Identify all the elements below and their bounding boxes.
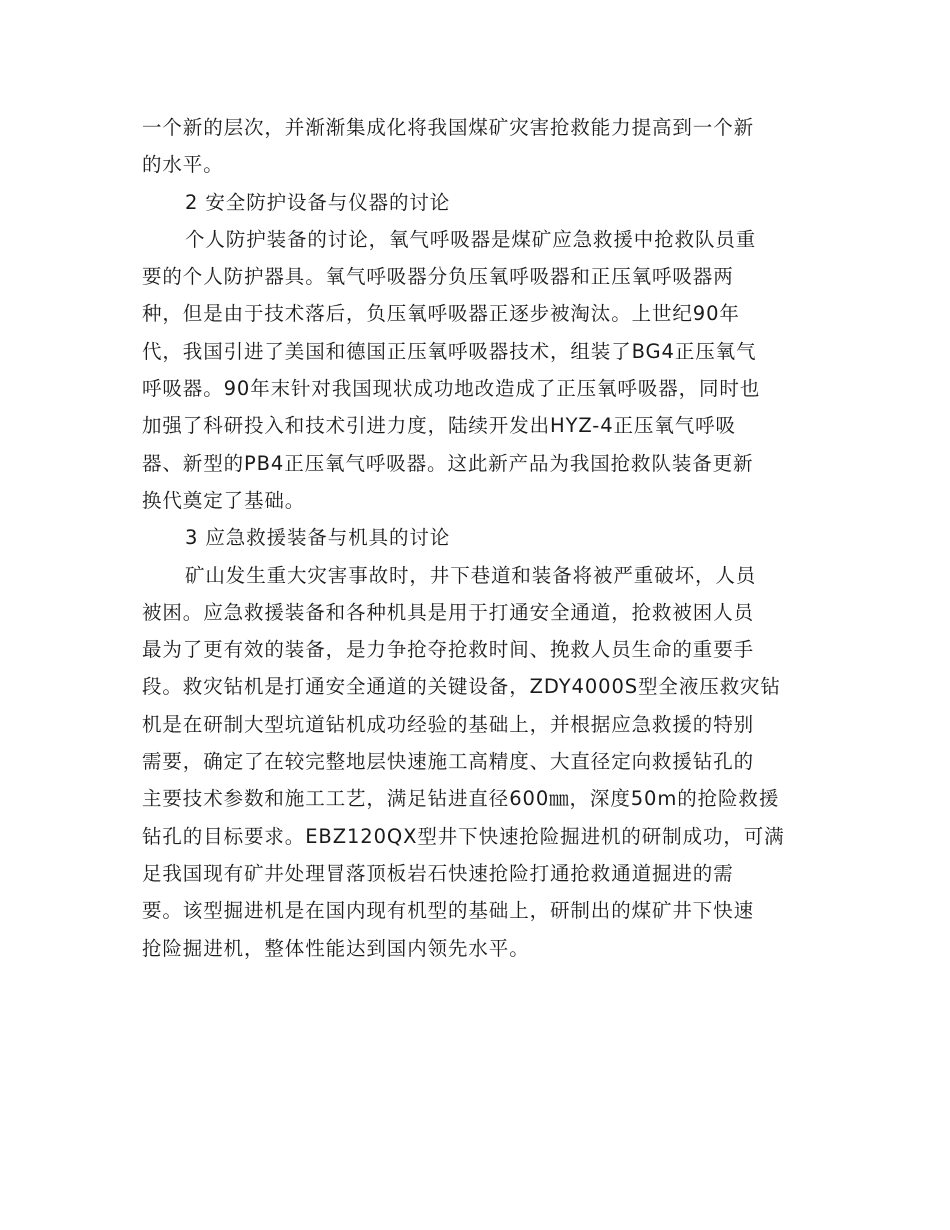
section-heading: 2 安全防护设备与仪器的讨论 (185, 190, 451, 214)
text-line: 种，但是由于技术落后，负压氧呼吸器正逐步被淘汰。上世纪90年 (142, 302, 740, 326)
text-line: 机是在研制大型坑道钻机成功经验的基础上，并根据应急救援的特别 (142, 712, 755, 736)
text-line: 呼吸器。90年末针对我国现状成功地改造成了正压氧呼吸器，同时也 (142, 377, 761, 401)
text-line: 的水平。 (142, 153, 224, 177)
text-line: 段。救灾钻机是打通安全通道的关键设备，ZDY4000S型全液压救灾钻 (142, 675, 781, 699)
paragraph-first-line: 个人防护装备的讨论，氧气呼吸器是煤矿应急救援中抢救队员重 (185, 227, 757, 251)
text-line: 主要技术参数和施工工艺，满足钻进直径600㎜，深度50m的抢险救援 (142, 787, 780, 811)
text-line: 钻孔的目标要求。EBZ120QX型井下快速抢险掘进机的研制成功，可满 (142, 824, 785, 848)
text-line: 器、新型的PB4正压氧气呼吸器。这此新产品为我国抢救队装备更新 (142, 451, 754, 475)
text-line: 需要，确定了在较完整地层快速施工高精度、大直径定向救援钻孔的 (142, 750, 755, 774)
text-line: 抢险掘进机，整体性能达到国内领先水平。 (142, 936, 530, 960)
text-line: 要的个人防护器具。氧气呼吸器分负压氧呼吸器和正压氧呼吸器两 (142, 265, 734, 289)
text-line: 加强了科研投入和技术引进力度，陆续开发出HYZ-4正压氧气呼吸 (142, 414, 736, 438)
text-line: 要。该型掘进机是在国内现有机型的基础上，研制出的煤矿井下快速 (142, 899, 755, 923)
text-line: 换代奠定了基础。 (142, 488, 306, 512)
text-line: 被困。应急救援装备和各种机具是用于打通安全通道，抢救被困人员 (142, 600, 755, 624)
document-page (142, 113, 812, 971)
section-heading: 3 应急救援装备与机具的讨论 (185, 526, 451, 550)
text-line: 足我国现有矿井处理冒落顶板岩石快速抢险打通抢救通道掘进的需 (142, 861, 734, 885)
paragraph-first-line: 矿山发生重大灾害事故时，井下巷道和装备将被严重破坏，人员 (185, 563, 757, 587)
text-line: 最为了更有效的装备，是力争抢夺抢救时间、挽救人员生命的重要手 (142, 638, 755, 662)
text-line: 代，我国引进了美国和德国正压氧呼吸器技术，组装了BG4正压氧气 (142, 339, 757, 363)
text-line: 一个新的层次，并渐渐集成化将我国煤矿灾害抢救能力提高到一个新 (142, 116, 755, 139)
